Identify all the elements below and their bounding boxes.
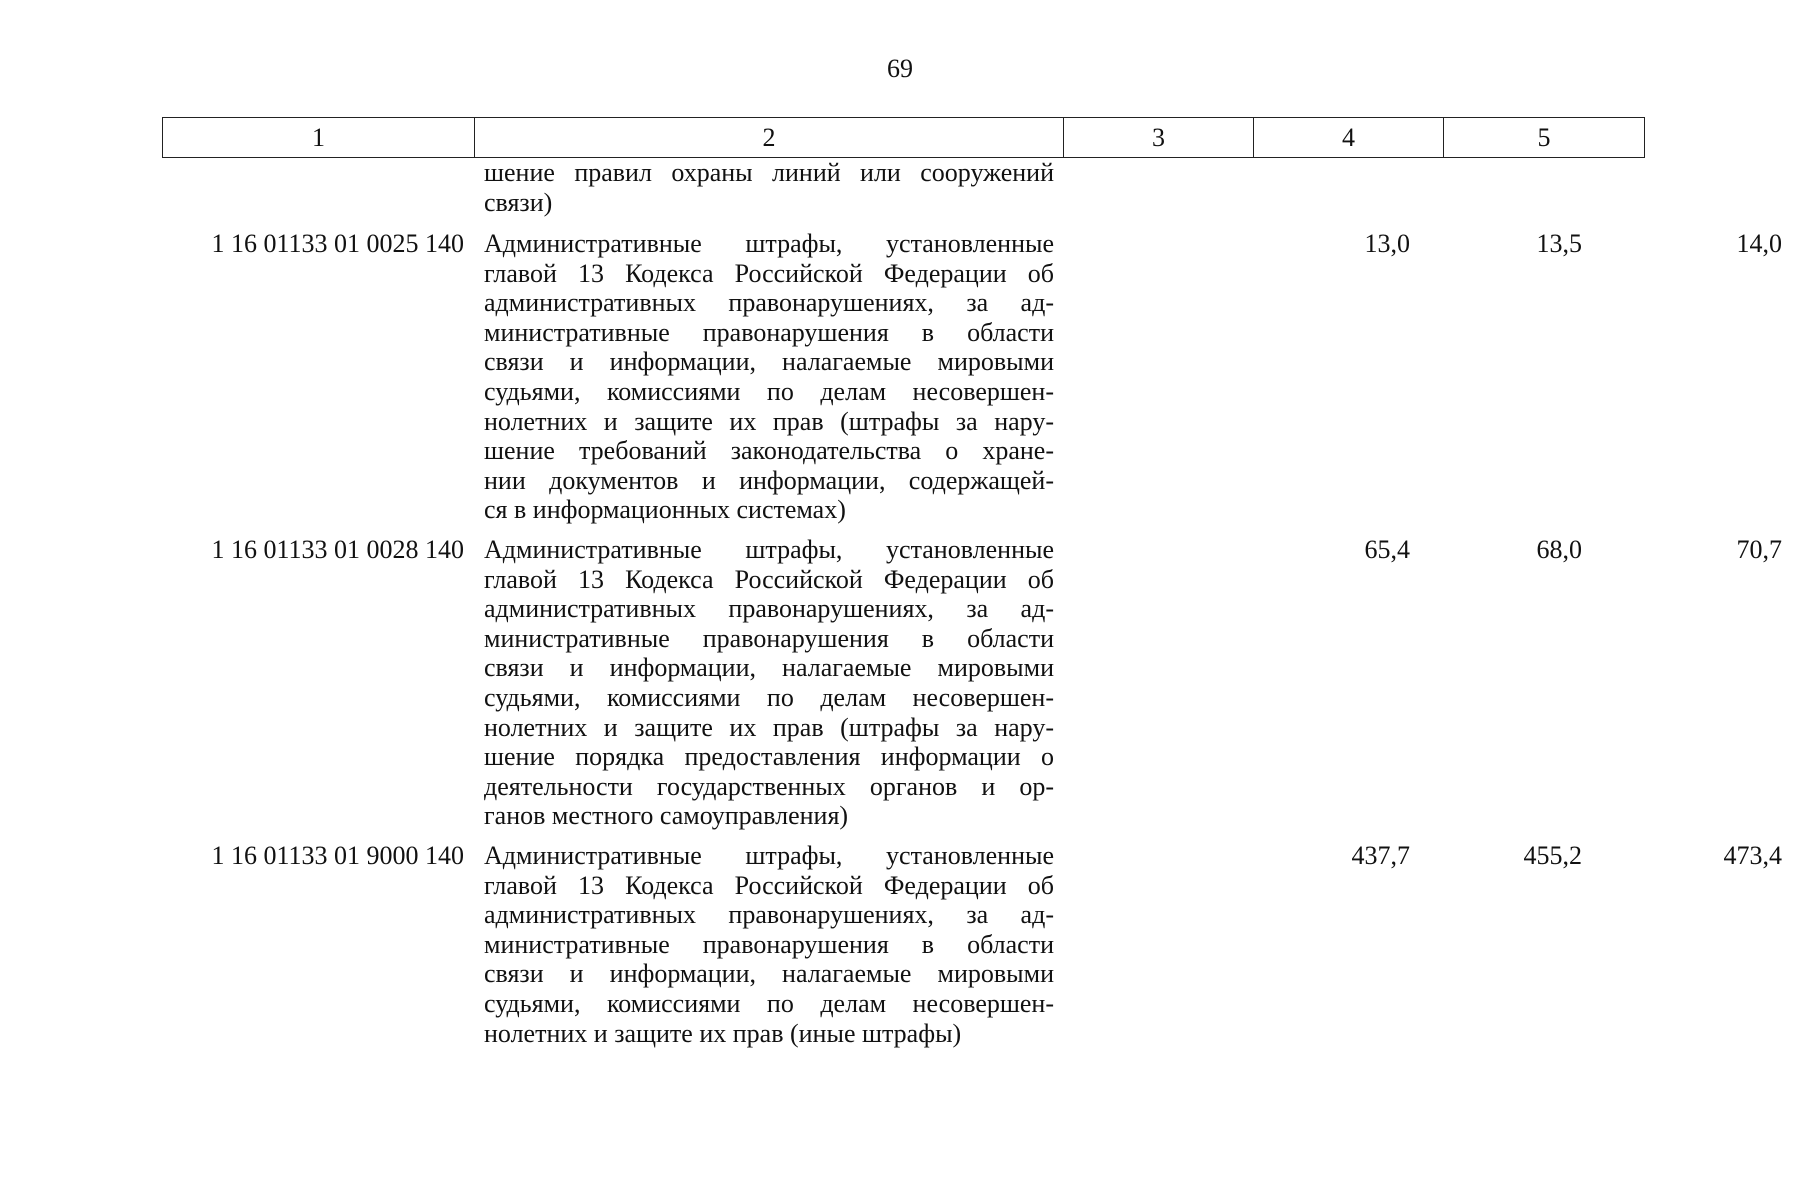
description-line: судьями, комиссиями по делам несовершен- (484, 988, 1054, 1018)
description-line: шение порядка предоставления информации о (484, 742, 1054, 772)
row-description (484, 535, 1054, 831)
value-text: 473,4 (1723, 841, 1782, 870)
column-header-1: 1 (163, 118, 475, 158)
value-col-5 (1410, 841, 1782, 871)
column-header-table (162, 117, 1645, 158)
budget-code: 1 16 01133 01 0025 140 (211, 229, 464, 258)
value-text: 68,0 (1536, 535, 1582, 564)
description-line: главой 13 Кодекса Российской Федерации об (484, 870, 1054, 900)
budget-code: 1 16 01133 01 0028 140 (211, 535, 464, 564)
description-line: нии документов и информации, содержащей- (484, 465, 1054, 495)
budget-code: 1 16 01133 01 9000 140 (211, 841, 464, 870)
description-line: Административные штрафы, установленные (484, 535, 1054, 564)
description-line: министративные правонарушения в области (484, 929, 1054, 959)
page-number: 69 (887, 54, 913, 83)
value-col-5 (1410, 535, 1782, 565)
description-line: связи и информации, налагаемые мировыми (484, 959, 1054, 989)
column-header-3: 3 (1064, 118, 1254, 158)
description-line: шение требований законодательства о хране- (484, 436, 1054, 466)
description-line: шение правил охраны линий или сооружений (484, 158, 1054, 187)
description-line: административных правонарушениях, за ад- (484, 594, 1054, 624)
description-line: судьями, комиссиями по делам несовершен- (484, 682, 1054, 712)
value-text: 437,7 (1351, 841, 1410, 870)
value-text: 14,0 (1736, 229, 1782, 258)
description-line: связи и информации, налагаемые мировыми (484, 653, 1054, 683)
description-line: административных правонарушениях, за ад- (484, 288, 1054, 318)
description-line: нолетних и защите их прав (иные штрафы) (484, 1018, 962, 1048)
description-line: министративные правонарушения в области (484, 317, 1054, 347)
value-text: 455,2 (1523, 841, 1582, 870)
description-line: нолетних и защите их прав (штрафы за нару- (484, 712, 1054, 742)
row-description (484, 841, 1054, 1048)
row-description (484, 229, 1054, 525)
column-header-2: 2 (475, 118, 1064, 158)
column-header-4: 4 (1254, 118, 1444, 158)
description-line: связи и информации, налагаемые мировыми (484, 347, 1054, 377)
description-line: судьями, комиссиями по делам несовершен- (484, 376, 1054, 406)
description-line: Административные штрафы, установленные (484, 841, 1054, 870)
description-line: министративные правонарушения в области (484, 623, 1054, 653)
value-text: 13,0 (1364, 229, 1410, 258)
description-line: ганов местного самоуправления) (484, 801, 849, 831)
description-line: главой 13 Кодекса Российской Федерации об (484, 564, 1054, 594)
column-header-row (163, 118, 1645, 158)
description-line: деятельности государственных органов и ор- (484, 771, 1054, 801)
description-line: административных правонарушениях, за ад- (484, 900, 1054, 930)
column-header-5: 5 (1444, 118, 1645, 158)
value-col-5 (1410, 229, 1782, 259)
description-line: связи) (484, 187, 553, 217)
value-text: 70,7 (1736, 535, 1782, 564)
description-line: ся в информационных системах) (484, 495, 846, 525)
description-line: Административные штрафы, установленные (484, 229, 1054, 258)
value-text: 13,5 (1536, 229, 1582, 258)
description-line: главой 13 Кодекса Российской Федерации об (484, 258, 1054, 288)
value-text: 65,4 (1364, 535, 1410, 564)
description-line: нолетних и защите их прав (штрафы за нару- (484, 406, 1054, 436)
continuation-description (484, 158, 1054, 217)
